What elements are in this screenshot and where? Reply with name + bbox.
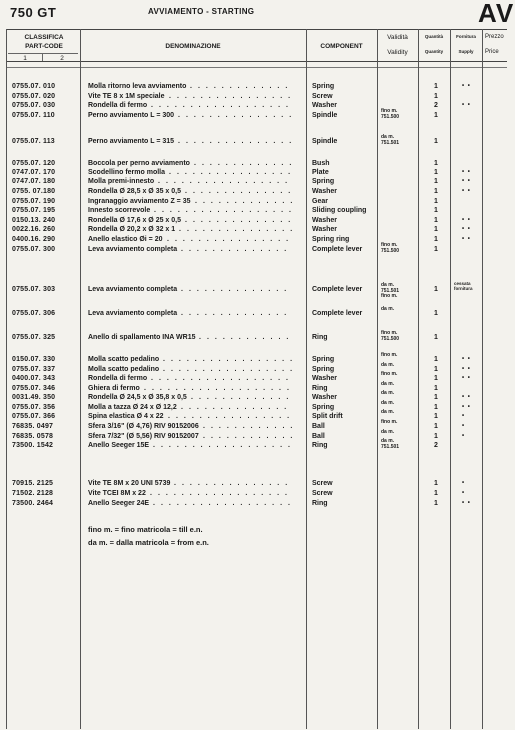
part-component: Screw [312,490,333,497]
leader-dots: .............. [185,188,297,195]
part-validity: da m. [381,362,395,368]
col-divider-validity [418,29,419,729]
part-component: Plate [312,169,329,176]
header-denominazione: DENOMINAZIONE [165,43,221,50]
leader-dots: ............ [203,433,299,440]
part-description: Perno avviamento L = 315 [88,138,175,145]
part-component: Ball [312,423,325,430]
supply-marker: • • [462,83,471,89]
leader-dots: ................. [158,178,294,185]
part-validity: da m. 751.501 [381,438,400,450]
leader-dots: .............. [181,286,293,293]
part-component: Washer [312,394,338,401]
supply-note: cessata fornitura [454,281,473,291]
part-description: Anello Seeger 15E [88,442,150,449]
part-description: Molla premi-innesto [88,178,155,185]
part-code: 0755.07. 113 [12,138,55,145]
header-supply [450,33,482,56]
part-quantity: 1 [434,93,438,100]
part-component: Complete lever [312,310,363,317]
part-quantity: 1 [434,138,438,145]
header-sub-2: 2 [60,55,64,62]
part-description: Perno avviamento L = 300 [88,112,175,119]
leader-dots: ............... [179,226,299,233]
part-code: 0022.16. 260 [12,226,56,233]
part-validity: da m. [381,400,395,406]
supply-marker: • • [462,188,471,194]
header-classifica: CLASSIFICA [24,34,64,41]
part-code: 0755.07. 300 [12,246,56,253]
part-component: Washer [312,188,338,195]
part-component: Sliding coupling [312,207,367,214]
part-component: Gear [312,198,328,205]
part-code: 0755.07. 110 [12,112,55,119]
part-code: 0755.07. 120 [12,160,56,167]
part-quantity: 1 [434,217,438,224]
part-quantity: 1 [434,286,438,293]
table-left-border [6,29,7,729]
supply-marker: • • [462,102,471,108]
col-divider-quantity [450,29,451,729]
part-description: Molla scatto pedalino [88,366,160,373]
part-code: 0755.07. 325 [12,334,56,341]
part-quantity: 1 [434,413,438,420]
leader-dots: ............... [178,112,298,119]
leader-dots: ................ [169,169,297,176]
part-description: Anello di spallamento INA WR15 [88,334,196,341]
leader-dots: ................. [163,356,299,363]
part-component: Spring [312,356,335,363]
supply-marker: • [462,490,466,496]
header-fornitura: Fornitura [456,34,476,39]
part-description: Vite TE 8M x 20 UNI 5739 [88,480,171,487]
part-component: Screw [312,480,333,487]
part-code: 0400.16. 290 [12,236,56,243]
part-component: Screw [312,93,333,100]
part-quantity: 1 [434,490,438,497]
supply-marker: • [462,480,466,486]
part-code: 0755.07. 190 [12,198,56,205]
part-description: Scodellino fermo molla [88,169,166,176]
legend-line: fino m. = fino matricola = till e.n. [88,525,203,534]
header-double-border [6,67,507,68]
part-description: Spina elastica Ø 4 x 22 [88,413,164,420]
leader-dots: ............. [194,160,298,167]
part-component: Spindle [312,112,338,119]
part-quantity: 1 [434,366,438,373]
part-quantity: 1 [434,188,438,195]
part-quantity: 1 [434,226,438,233]
part-validity: fino m. 751.500 [381,108,400,120]
part-quantity: 1 [434,83,438,90]
part-code: 0755.07. 303 [12,286,56,293]
supply-marker: • [462,433,466,439]
part-validity: da m. [381,409,395,415]
leader-dots: ............ [199,334,295,341]
leader-dots: ............. [190,83,294,90]
leader-dots: .............. [181,310,293,317]
part-description: Ghiera di fermo [88,385,140,392]
header-quantity-label: Quantity [424,49,444,54]
part-code: 0755.07. 030 [12,102,56,109]
header-price [482,33,515,57]
part-quantity: 1 [434,356,438,363]
leader-dots: .............. [181,246,293,253]
part-quantity: 1 [434,394,438,401]
part-code: 70915. 2125 [12,480,54,487]
section-title: AVVIAMENTO - STARTING [148,7,255,16]
part-validity: da m. 751.501 [381,134,400,146]
part-component: Spring [312,178,335,185]
part-description: Molla ritorno leva avviamento [88,83,187,90]
header-component: COMPONENT [320,43,363,50]
part-quantity: 1 [434,310,438,317]
part-quantity: 1 [434,169,438,176]
supply-marker: • [462,423,466,429]
part-component: Spring [312,366,335,373]
col-divider-code [80,29,81,729]
part-component: Spindle [312,138,338,145]
header-supply-label: Supply [458,49,474,54]
supply-marker: • • [462,236,471,242]
supply-marker: • • [462,375,471,381]
leader-dots: ................ [169,93,297,100]
part-component: Ring [312,442,328,449]
supply-marker: • • [462,226,471,232]
leader-dots: ............. [195,198,299,205]
part-validity: da m. [381,429,395,435]
section-corner-mark: AV [478,0,515,28]
part-description: Vite TCEI 8M x 22 [88,490,146,497]
model-title: 750 GT [10,5,57,20]
part-description: Rondella Ø 17,6 x Ø 25 x 0,5 [88,217,181,224]
part-component: Spring [312,404,335,411]
part-code: 0755.07. 010 [12,83,56,90]
part-validity: fino m. [381,371,398,377]
leader-dots: ............ [203,423,299,430]
header-quantita: Quantità [424,34,444,39]
leader-dots: .............. [181,404,293,411]
part-description: Sfera 7/32" (Ø 5,56) RIV 90152007 [88,433,199,440]
part-component: Bush [312,160,330,167]
part-quantity: 2 [434,102,438,109]
supply-marker: • • [462,366,471,372]
header-sub-1: 1 [23,55,27,62]
header-part-code [8,33,80,51]
leader-dots: ............. [191,394,295,401]
part-description: Rondella Ø 24,5 x Ø 35,8 x 0,5 [88,394,187,401]
supply-marker: • [462,413,466,419]
part-code: 0755.07. 356 [12,404,56,411]
part-quantity: 1 [434,207,438,214]
leader-dots: .................. [153,500,297,507]
part-quantity: 2 [434,442,438,449]
header-bottom-border [6,61,507,62]
part-quantity: 1 [434,433,438,440]
part-code: 73500. 2464 [12,500,54,507]
col-divider-component [377,29,378,729]
leader-dots: .............. [185,217,297,224]
leader-dots: ............... [174,480,294,487]
legend-line: da m. = dalla matricola = from e.n. [88,538,209,547]
part-quantity: 1 [434,375,438,382]
part-component: Complete lever [312,286,363,293]
part-code: 0755.07. 337 [12,366,56,373]
part-description: Boccola per perno avviamento [88,160,190,167]
leader-dots: ................... [144,385,295,392]
part-quantity: 1 [434,404,438,411]
part-component: Ring [312,500,328,507]
part-description: Anello elastico Øi = 20 [88,236,163,243]
part-code: 0747.07. 180 [12,178,56,185]
supply-marker: • • [462,356,471,362]
part-description: Rondella di fermo [88,102,148,109]
part-code: 0755.07. 346 [12,385,56,392]
part-code: 0755.07. 195 [12,207,56,214]
part-validity: fino m. 751.500 [381,242,400,254]
part-component: Complete lever [312,246,363,253]
header-prezzo: Prezzo [485,34,504,40]
supply-marker: • • [462,169,471,175]
leader-dots: .................. [154,207,298,214]
part-description: Leva avviamento completa [88,286,178,293]
part-validity: fino m. [381,419,398,425]
part-quantity: 1 [434,423,438,430]
part-description: Vite TE 8 x 1M speciale [88,93,165,100]
part-quantity: 1 [434,385,438,392]
part-component: Spring [312,83,335,90]
part-code: 0747.07. 170 [12,169,56,176]
part-validity: da m. [381,306,395,312]
leader-dots: ................ [167,236,295,243]
part-code: 0150.13. 240 [12,217,56,224]
part-code: 76835. 0497 [12,423,54,430]
part-validity: da m. [381,390,395,396]
part-quantity: 1 [434,160,438,167]
leader-dots: ................ [168,413,296,420]
leader-dots: ................. [163,366,299,373]
header-validita: Validità [387,34,408,41]
part-quantity: 1 [434,112,438,119]
part-component: Washer [312,226,338,233]
supply-marker: • • [462,394,471,400]
part-component: Split drift [312,413,343,420]
part-description: Rondella di fermo [88,375,148,382]
part-component: Ball [312,433,325,440]
part-code: 0755. 07.180 [12,188,56,195]
header-part-code-label: PART-CODE [25,43,63,50]
part-component: Spring ring [312,236,350,243]
part-description: Ingranaggio avviamento Z = 35 [88,198,191,205]
part-validity: da m. 751.501 fino m. [381,282,400,299]
part-component: Washer [312,102,338,109]
part-quantity: 1 [434,198,438,205]
part-validity: fino m. [381,352,398,358]
part-quantity: 1 [434,246,438,253]
part-description: Molla scatto pedalino [88,356,160,363]
part-description: Innesto scorrevole [88,207,151,214]
part-component: Washer [312,375,338,382]
part-quantity: 1 [434,178,438,185]
part-quantity: 1 [434,480,438,487]
part-description: Rondella Ø 20,2 x Ø 32 x 1 [88,226,176,233]
part-description: Leva avviamento completa [88,246,178,253]
part-code: 71502. 2128 [12,490,54,497]
leader-dots: .................. [151,102,295,109]
leader-dots: .................. [151,375,295,382]
part-description: Sfera 3/16" (Ø 4,76) RIV 90152006 [88,423,199,430]
part-quantity: 1 [434,236,438,243]
supply-marker: • • [462,500,471,506]
header-validity-label: Validity [387,49,408,56]
part-code: 0755.07. 020 [12,93,56,100]
header-price-label: Price [485,49,499,55]
part-code: 0400.07. 343 [12,375,56,382]
part-code: 0150.07. 330 [12,356,56,363]
table-top-border [6,29,507,30]
supply-marker: • • [462,178,471,184]
part-validity: da m. [381,381,395,387]
part-code-sub-split [42,53,43,61]
part-code: 0755.07. 306 [12,310,56,317]
part-quantity: 1 [434,500,438,507]
leader-dots: .................. [150,490,294,497]
part-code: 76835. 0578 [12,433,54,440]
col-divider-desc [306,29,307,729]
part-code: 73500. 1542 [12,442,54,449]
leader-dots: .................. [153,442,297,449]
part-code: 0755.07. 366 [12,413,56,420]
part-description: Leva avviamento completa [88,310,178,317]
header-validity [377,33,418,57]
col-divider-supply [482,29,483,729]
header-quantity [418,33,450,56]
part-description: Molla a tazza Ø 24 x Ø 12,2 [88,404,177,411]
part-component: Washer [312,217,338,224]
part-description: Rondella Ø 28,5 x Ø 35 x 0,5 [88,188,181,195]
part-component: Ring [312,385,328,392]
leader-dots: ............... [178,138,298,145]
supply-marker: • • [462,217,471,223]
supply-marker: • • [462,404,471,410]
part-code: 0031.49. 350 [12,394,56,401]
abbreviation-legend [88,523,209,549]
part-validity: fino m. 751.500 [381,330,400,342]
part-description: Anello Seeger 24E [88,500,150,507]
part-component: Ring [312,334,328,341]
part-quantity: 1 [434,334,438,341]
